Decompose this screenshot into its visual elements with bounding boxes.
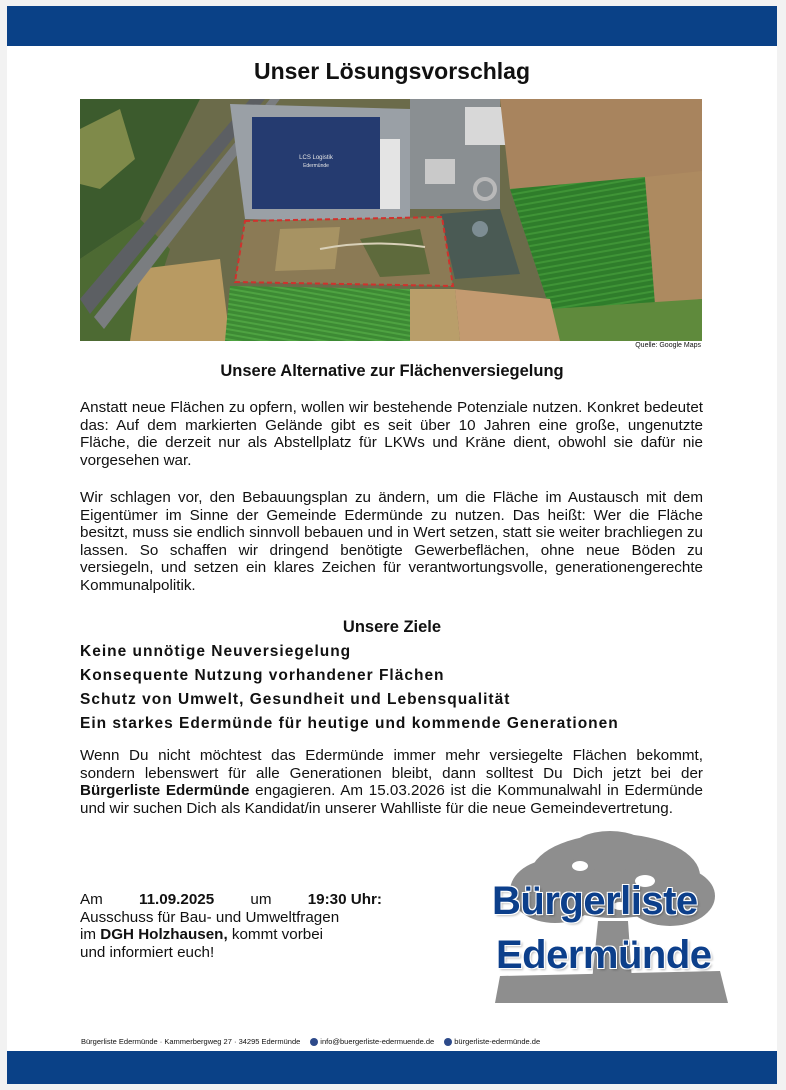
goal-item: Schutz von Umwelt, Gesundheit und Lebensqualität: [80, 691, 511, 708]
event-uhr: Uhr:: [350, 891, 382, 908]
footer-contact: [81, 1037, 701, 1046]
cta-text-start: Wenn Du nicht möchtest das Edermünde immer mehr versiegelte Flächen bekommt, sondern lebenswert für alle Generationen bleibt, dann solltest Du Dich jetzt bei der: [80, 747, 703, 782]
event-im: im: [80, 926, 101, 943]
top-color-band: [7, 6, 777, 46]
goal-item: Keine unnötige Neuversiegelung: [80, 643, 352, 660]
goal-item: Ein starkes Edermünde für heutige und kommende Generationen: [80, 715, 619, 732]
aerial-map-image: [80, 99, 702, 341]
footer-address: Bürgerliste Edermünde · Kammerbergweg 27 · 34295 Edermünde: [81, 1037, 301, 1046]
page-title: Unser Lösungsvorschlag: [253, 58, 531, 84]
footer-website-link[interactable]: bürgerliste-edermünde.de: [454, 1037, 541, 1046]
event-time: 19:30: [307, 891, 347, 908]
globe-icon: [444, 1038, 452, 1046]
event-announcement: [80, 891, 382, 961]
section-heading-goals: Unsere Ziele: [342, 618, 442, 636]
section-heading-alternative: Unsere Alternative zur Flächenversiegelung: [220, 362, 564, 380]
warehouse-sign-sub: Edermünde: [303, 163, 329, 169]
event-closing: und informiert euch!: [80, 943, 215, 961]
bottom-color-band: [7, 1051, 777, 1084]
paragraph-proposal: Wir schlagen vor, den Bebauungsplan zu ändern, um die Fläche im Austausch mit dem Eigentümer im Sinne der Gemeinde Edermünde zu nutzen. Das heißt: Wer die Fläche besitzt, muss sie endlich sinnvoll bebauen und in Wert setzen, statt sie weiter brachliegen zu lassen. So schaffen wir dringend benötigte Gewerbeflächen, ohne neue Böden zu versiegeln, und setzen ein klares Zeichen für verantwortungsvolle, generationengerechte Kommunalpolitik.: [80, 489, 703, 594]
buergerliste-logo: [480, 831, 730, 1003]
flyer-page: [7, 6, 777, 1084]
cta-text-end: engagieren. Am 15.03.2026 ist die Kommunalwahl in Edermünde und wir suchen Dich als Kandidat/in unserer Wahlliste für die neue Gemeindevertretung.: [80, 782, 703, 817]
event-committee: Ausschuss für Bau- und Umweltfragen: [80, 908, 340, 926]
image-source-credit: Quelle: Google Maps: [635, 342, 701, 349]
logo-text-line2: Edermünde: [496, 933, 712, 977]
event-um: um: [250, 891, 272, 908]
paragraph-call-to-action: [80, 747, 703, 817]
event-invite: kommt vorbei: [227, 926, 324, 943]
event-date: 11.09.2025: [138, 891, 215, 908]
warehouse-sign: LCS Logistik: [299, 155, 333, 161]
paragraph-intro: Anstatt neue Flächen zu opfern, wollen wir bestehende Potenziale nutzen. Konkret bedeutet das: Auf dem markierten Gelände gibt es seit über 10 Jahren eine große, ungenutzte Fläche, die derzeit nur als Abstellplatz für LKWs und Kräne dient, obwohl sie dafür nie vorgesehen war.: [80, 399, 703, 469]
event-am: Am: [80, 891, 103, 908]
cta-org-name: Bürgerliste Edermünde: [80, 782, 250, 799]
email-icon: [310, 1038, 318, 1046]
goal-item: Konsequente Nutzung vorhandener Flächen: [80, 667, 445, 684]
event-place: DGH Holzhausen,: [100, 926, 228, 943]
logo-text-line1: Bürgerliste: [492, 879, 698, 923]
footer-email-link[interactable]: info@buergerliste-edermuende.de: [320, 1037, 435, 1046]
